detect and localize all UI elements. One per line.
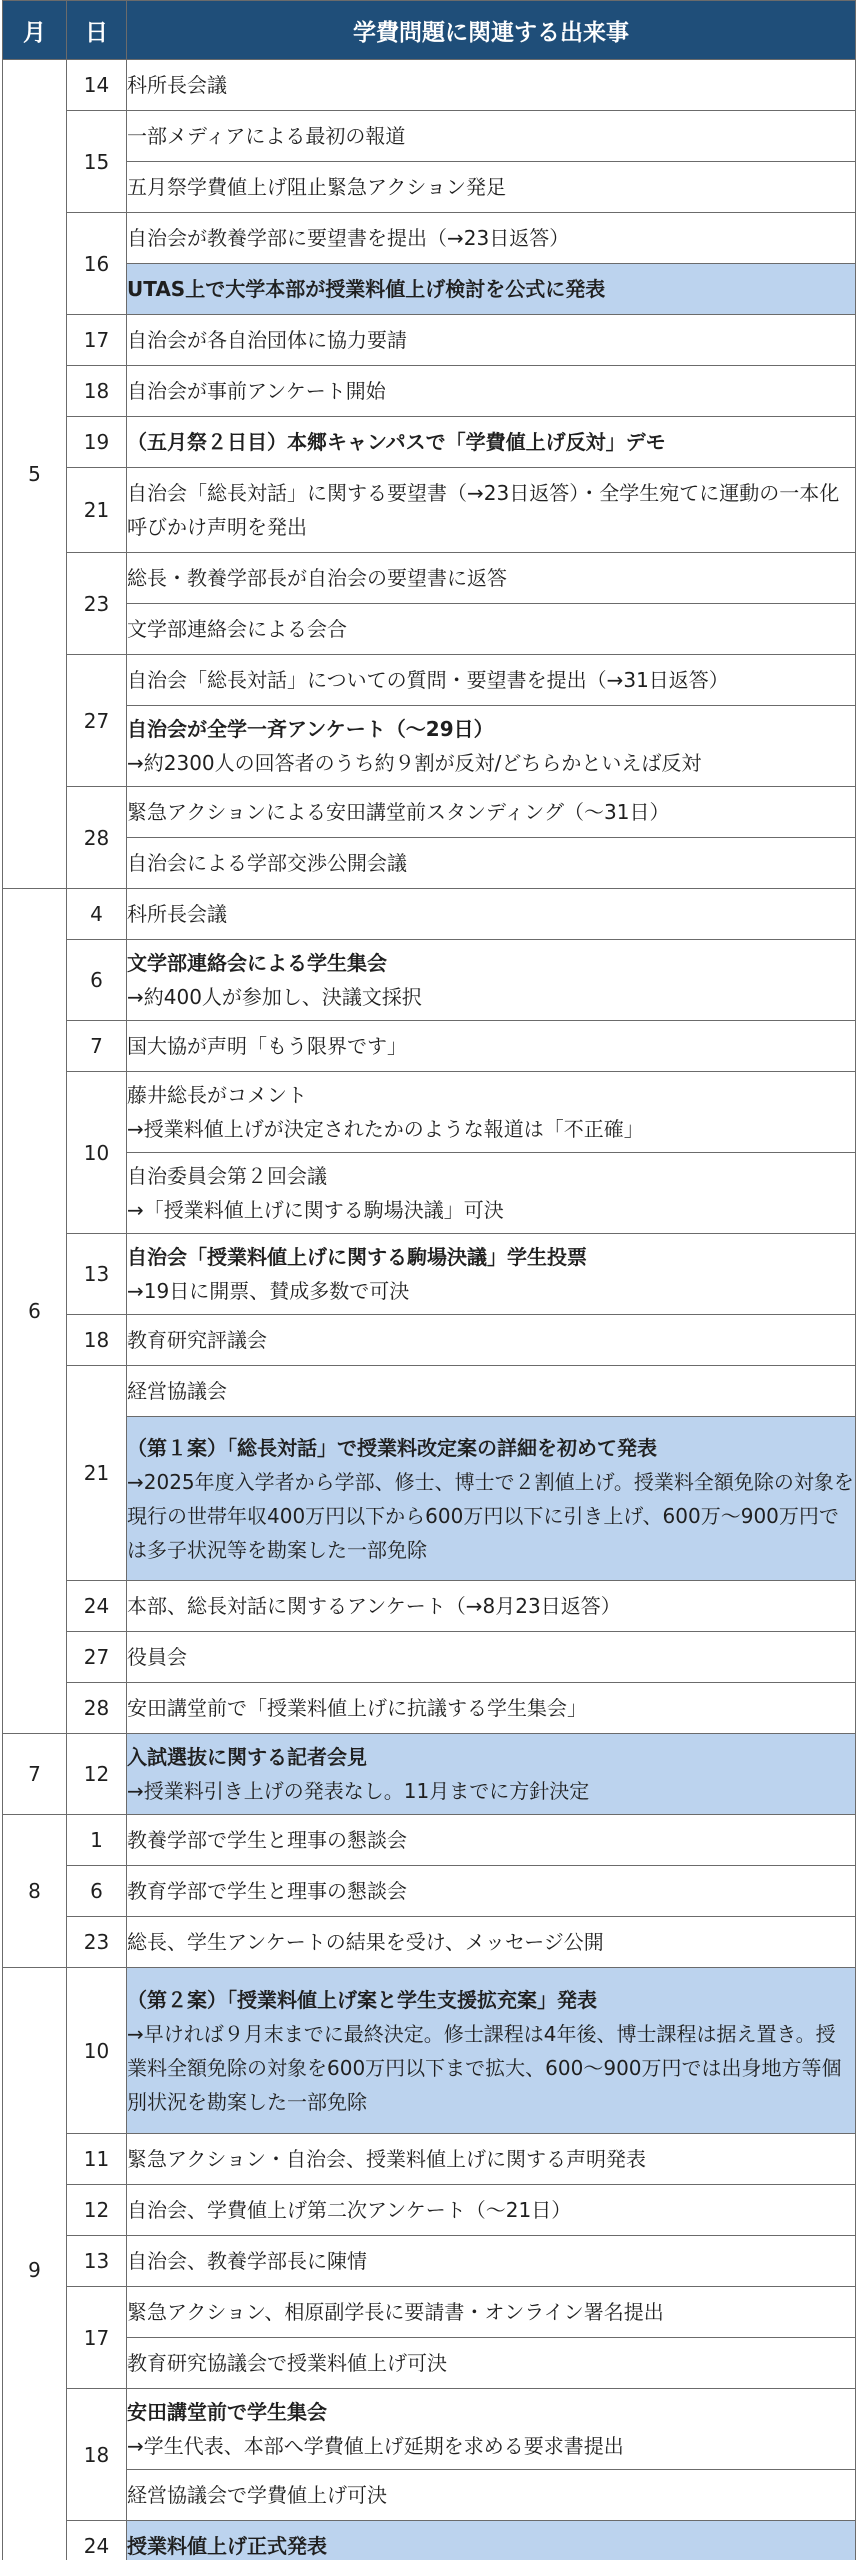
timeline-row bbox=[3, 1968, 856, 2134]
day-cell: 28 bbox=[67, 787, 127, 889]
timeline-row bbox=[3, 1683, 856, 1734]
highlighted-event-cell bbox=[127, 1734, 856, 1815]
event-cell bbox=[127, 2236, 856, 2287]
highlighted-event-cell bbox=[127, 1968, 856, 2134]
timeline-row bbox=[3, 1315, 856, 1366]
timeline-row bbox=[3, 1072, 856, 1153]
event-title: 緊急アクションによる安田講堂前スタンディング（～31日） bbox=[127, 800, 670, 824]
timeline-row bbox=[3, 2470, 856, 2521]
event-detail: →学生代表、本部へ学費値上げ延期を求める要求書提出 bbox=[127, 2434, 624, 2458]
event-cell bbox=[127, 553, 856, 604]
timeline-row bbox=[3, 315, 856, 366]
event-title: 自治会「総長対話」に関する要望書（→23日返答）・全学生宛てに運動の一本化呼びかけ声明を発出 bbox=[127, 481, 840, 539]
event-title: 自治委員会第２回会議 bbox=[127, 1164, 327, 1188]
month-cell: 9 bbox=[3, 1968, 67, 2560]
event-title: 授業料値上げ正式発表 bbox=[127, 2534, 327, 2558]
day-cell: 24 bbox=[67, 1581, 127, 1632]
day-cell: 21 bbox=[67, 1366, 127, 1581]
event-title: 教育研究協議会で授業料値上げ可決 bbox=[127, 2351, 447, 2375]
timeline-table bbox=[2, 0, 856, 2560]
event-title: （五月祭２日目）本郷キャンパスで「学費値上げ反対」デモ bbox=[127, 430, 666, 454]
day-cell: 23 bbox=[67, 1917, 127, 1968]
timeline-row bbox=[3, 1815, 856, 1866]
day-cell: 4 bbox=[67, 889, 127, 940]
timeline-row bbox=[3, 162, 856, 213]
event-cell bbox=[127, 1021, 856, 1072]
event-cell bbox=[127, 838, 856, 889]
timeline-row bbox=[3, 1153, 856, 1234]
header-row bbox=[3, 1, 856, 60]
event-title: 自治会「授業料値上げに関する駒場決議」学生投票 bbox=[127, 1245, 587, 1269]
event-title: UTAS上で大学本部が授業料値上げ検討を公式に発表 bbox=[127, 277, 606, 301]
timeline-row bbox=[3, 1632, 856, 1683]
day-cell: 18 bbox=[67, 366, 127, 417]
timeline-row bbox=[3, 417, 856, 468]
day-cell: 21 bbox=[67, 468, 127, 553]
day-cell: 27 bbox=[67, 1632, 127, 1683]
day-cell: 6 bbox=[67, 940, 127, 1021]
event-cell bbox=[127, 60, 856, 111]
event-title: 文学部連絡会による会合 bbox=[127, 617, 347, 641]
event-title: 総長、学生アンケートの結果を受け、メッセージ公開 bbox=[127, 1930, 604, 1954]
event-cell bbox=[127, 2134, 856, 2185]
day-cell: 28 bbox=[67, 1683, 127, 1734]
event-title: 安田講堂前で学生集会 bbox=[127, 2400, 327, 2424]
event-title: 科所長会議 bbox=[127, 902, 227, 926]
event-detail: →授業料引き上げの発表なし。11月までに方針決定 bbox=[127, 1779, 590, 1803]
timeline-row bbox=[3, 940, 856, 1021]
event-title: 安田講堂前で「授業料値上げに抗議する学生集会」 bbox=[127, 1696, 587, 1720]
event-cell bbox=[127, 2470, 856, 2521]
day-cell: 12 bbox=[67, 2185, 127, 2236]
event-title: 自治会が各自治団体に協力要請 bbox=[127, 328, 407, 352]
event-title: 総長・教養学部長が自治会の要望書に返答 bbox=[127, 566, 507, 590]
event-cell bbox=[127, 889, 856, 940]
event-detail: →授業料値上げが決定されたかのような報道は「不正確」 bbox=[127, 1117, 644, 1141]
event-cell bbox=[127, 111, 856, 162]
event-cell bbox=[127, 1234, 856, 1315]
day-cell: 27 bbox=[67, 655, 127, 787]
month-cell: 6 bbox=[3, 889, 67, 1734]
timeline-row bbox=[3, 1021, 856, 1072]
day-cell: 19 bbox=[67, 417, 127, 468]
event-title: 科所長会議 bbox=[127, 73, 227, 97]
timeline-row bbox=[3, 2338, 856, 2389]
event-cell bbox=[127, 315, 856, 366]
day-cell: 16 bbox=[67, 213, 127, 315]
event-title: 緊急アクション、相原副学長に要請書・オンライン署名提出 bbox=[127, 2300, 664, 2324]
event-title: 自治会が事前アンケート開始 bbox=[127, 379, 386, 403]
highlighted-event-cell bbox=[127, 1417, 856, 1581]
day-cell: 13 bbox=[67, 2236, 127, 2287]
timeline-row bbox=[3, 60, 856, 111]
event-cell bbox=[127, 162, 856, 213]
timeline-row bbox=[3, 655, 856, 706]
day-cell: 18 bbox=[67, 2389, 127, 2521]
event-cell bbox=[127, 604, 856, 655]
event-detail: →19日に開票、賛成多数で可決 bbox=[127, 1279, 410, 1303]
event-title: 国大協が声明「もう限界です」 bbox=[127, 1034, 407, 1058]
event-title: 経営協議会で学費値上げ可決 bbox=[127, 2483, 387, 2507]
timeline-row bbox=[3, 1734, 856, 1815]
timeline-row bbox=[3, 2185, 856, 2236]
day-cell: 15 bbox=[67, 111, 127, 213]
day-cell: 13 bbox=[67, 1234, 127, 1315]
timeline-row bbox=[3, 1366, 856, 1417]
timeline-row bbox=[3, 1866, 856, 1917]
event-title: 経営協議会 bbox=[127, 1379, 227, 1403]
event-title: 教養学部で学生と理事の懇談会 bbox=[127, 1828, 407, 1852]
timeline-row bbox=[3, 2236, 856, 2287]
day-cell: 11 bbox=[67, 2134, 127, 2185]
event-cell bbox=[127, 213, 856, 264]
event-title: 自治会が全学一斉アンケート（～29日） bbox=[127, 717, 494, 741]
event-cell bbox=[127, 468, 856, 553]
event-title: 自治会による学部交渉公開会議 bbox=[127, 851, 407, 875]
event-title: 役員会 bbox=[127, 1645, 187, 1669]
timeline-row bbox=[3, 2134, 856, 2185]
event-cell bbox=[127, 655, 856, 706]
event-detail: →「授業料値上げに関する駒場決議」可決 bbox=[127, 1198, 504, 1222]
event-title: （第１案）「総長対話」で授業料改定案の詳細を初めて発表 bbox=[127, 1435, 657, 1460]
event-cell bbox=[127, 1683, 856, 1734]
event-cell bbox=[127, 1815, 856, 1866]
event-cell bbox=[127, 2185, 856, 2236]
event-cell bbox=[127, 2338, 856, 2389]
day-cell: 12 bbox=[67, 1734, 127, 1815]
timeline-row bbox=[3, 1917, 856, 1968]
event-detail: →約400人が参加し、決議文採択 bbox=[127, 985, 422, 1009]
month-cell: 8 bbox=[3, 1815, 67, 1968]
event-cell bbox=[127, 1366, 856, 1417]
event-cell bbox=[127, 417, 856, 468]
event-title: 本部、総長対話に関するアンケート（→8月23日返答） bbox=[127, 1594, 621, 1618]
timeline-row bbox=[3, 468, 856, 553]
day-cell: 17 bbox=[67, 2287, 127, 2389]
month-cell: 5 bbox=[3, 60, 67, 889]
day-cell: 24 bbox=[67, 2521, 127, 2560]
event-cell bbox=[127, 1315, 856, 1366]
timeline-row bbox=[3, 264, 856, 315]
event-cell bbox=[127, 787, 856, 838]
event-column-header: 学費問題に関連する出来事 bbox=[127, 1, 856, 60]
event-cell bbox=[127, 1866, 856, 1917]
timeline-row bbox=[3, 706, 856, 787]
event-title: 教育学部で学生と理事の懇談会 bbox=[127, 1879, 407, 1903]
day-column-header: 日 bbox=[67, 1, 127, 60]
day-cell: 1 bbox=[67, 1815, 127, 1866]
event-title: 自治会、教養学部長に陳情 bbox=[127, 2249, 367, 2273]
day-cell: 23 bbox=[67, 553, 127, 655]
event-cell bbox=[127, 366, 856, 417]
event-title: 五月祭学費値上げ阻止緊急アクション発足 bbox=[127, 175, 506, 199]
event-cell bbox=[127, 1581, 856, 1632]
timeline-row bbox=[3, 838, 856, 889]
event-cell bbox=[127, 1072, 856, 1153]
event-title: 藤井総長がコメント bbox=[127, 1083, 307, 1107]
event-detail: →早ければ９月末までに最終決定。修士課程は4年後、博士課程は据え置き。授業料全額免除の対象を600万円以下まで拡大、600～900万円では出身地方等個別状況を勘案した一部免除 bbox=[127, 2021, 842, 2114]
event-title: 教育研究評議会 bbox=[127, 1328, 267, 1352]
event-title: （第２案）「授業料値上げ案と学生支援拡充案」発表 bbox=[127, 1987, 597, 2012]
day-cell: 10 bbox=[67, 1968, 127, 2134]
timeline-row bbox=[3, 1234, 856, 1315]
timeline-body bbox=[3, 60, 856, 2560]
event-cell bbox=[127, 940, 856, 1021]
event-cell bbox=[127, 706, 856, 787]
timeline-row bbox=[3, 1417, 856, 1581]
event-cell bbox=[127, 1153, 856, 1234]
event-detail: →約2300人の回答者のうち約９割が反対/どちらかといえば反対 bbox=[127, 751, 702, 775]
timeline-row bbox=[3, 787, 856, 838]
event-detail: →2025年度入学者から学部、修士、博士で２割値上げ。授業料全額免除の対象を現行の世帯年収400万円以下から600万円以下に引き上げ、600万～900万円では多子状況等を勘案した一部免除 bbox=[127, 1469, 854, 1562]
timeline-row bbox=[3, 2287, 856, 2338]
event-cell bbox=[127, 1632, 856, 1683]
event-cell bbox=[127, 2287, 856, 2338]
timeline-row bbox=[3, 2521, 856, 2560]
month-column-header: 月 bbox=[3, 1, 67, 60]
day-cell: 10 bbox=[67, 1072, 127, 1234]
event-title: 緊急アクション・自治会、授業料値上げに関する声明発表 bbox=[127, 2147, 646, 2171]
timeline-row bbox=[3, 111, 856, 162]
event-title: 文学部連絡会による学生集会 bbox=[127, 951, 387, 975]
event-title: 自治会「総長対話」についての質問・要望書を提出（→31日返答） bbox=[127, 668, 729, 692]
highlighted-event-cell bbox=[127, 264, 856, 315]
month-cell: 7 bbox=[3, 1734, 67, 1815]
timeline-row bbox=[3, 213, 856, 264]
event-title: 入試選抜に関する記者会見 bbox=[127, 1745, 367, 1769]
event-title: 一部メディアによる最初の報道 bbox=[127, 124, 406, 148]
day-cell: 7 bbox=[67, 1021, 127, 1072]
day-cell: 14 bbox=[67, 60, 127, 111]
timeline-row bbox=[3, 1581, 856, 1632]
event-title: 自治会、学費値上げ第二次アンケート（～21日） bbox=[127, 2198, 572, 2222]
timeline-row bbox=[3, 604, 856, 655]
event-title: 自治会が教養学部に要望書を提出（→23日返答） bbox=[127, 226, 570, 250]
day-cell: 18 bbox=[67, 1315, 127, 1366]
day-cell: 6 bbox=[67, 1866, 127, 1917]
event-cell bbox=[127, 1917, 856, 1968]
event-cell bbox=[127, 2389, 856, 2470]
day-cell: 17 bbox=[67, 315, 127, 366]
timeline-row bbox=[3, 366, 856, 417]
timeline-row bbox=[3, 2389, 856, 2470]
highlighted-event-cell bbox=[127, 2521, 856, 2560]
timeline-row bbox=[3, 553, 856, 604]
timeline-row bbox=[3, 889, 856, 940]
